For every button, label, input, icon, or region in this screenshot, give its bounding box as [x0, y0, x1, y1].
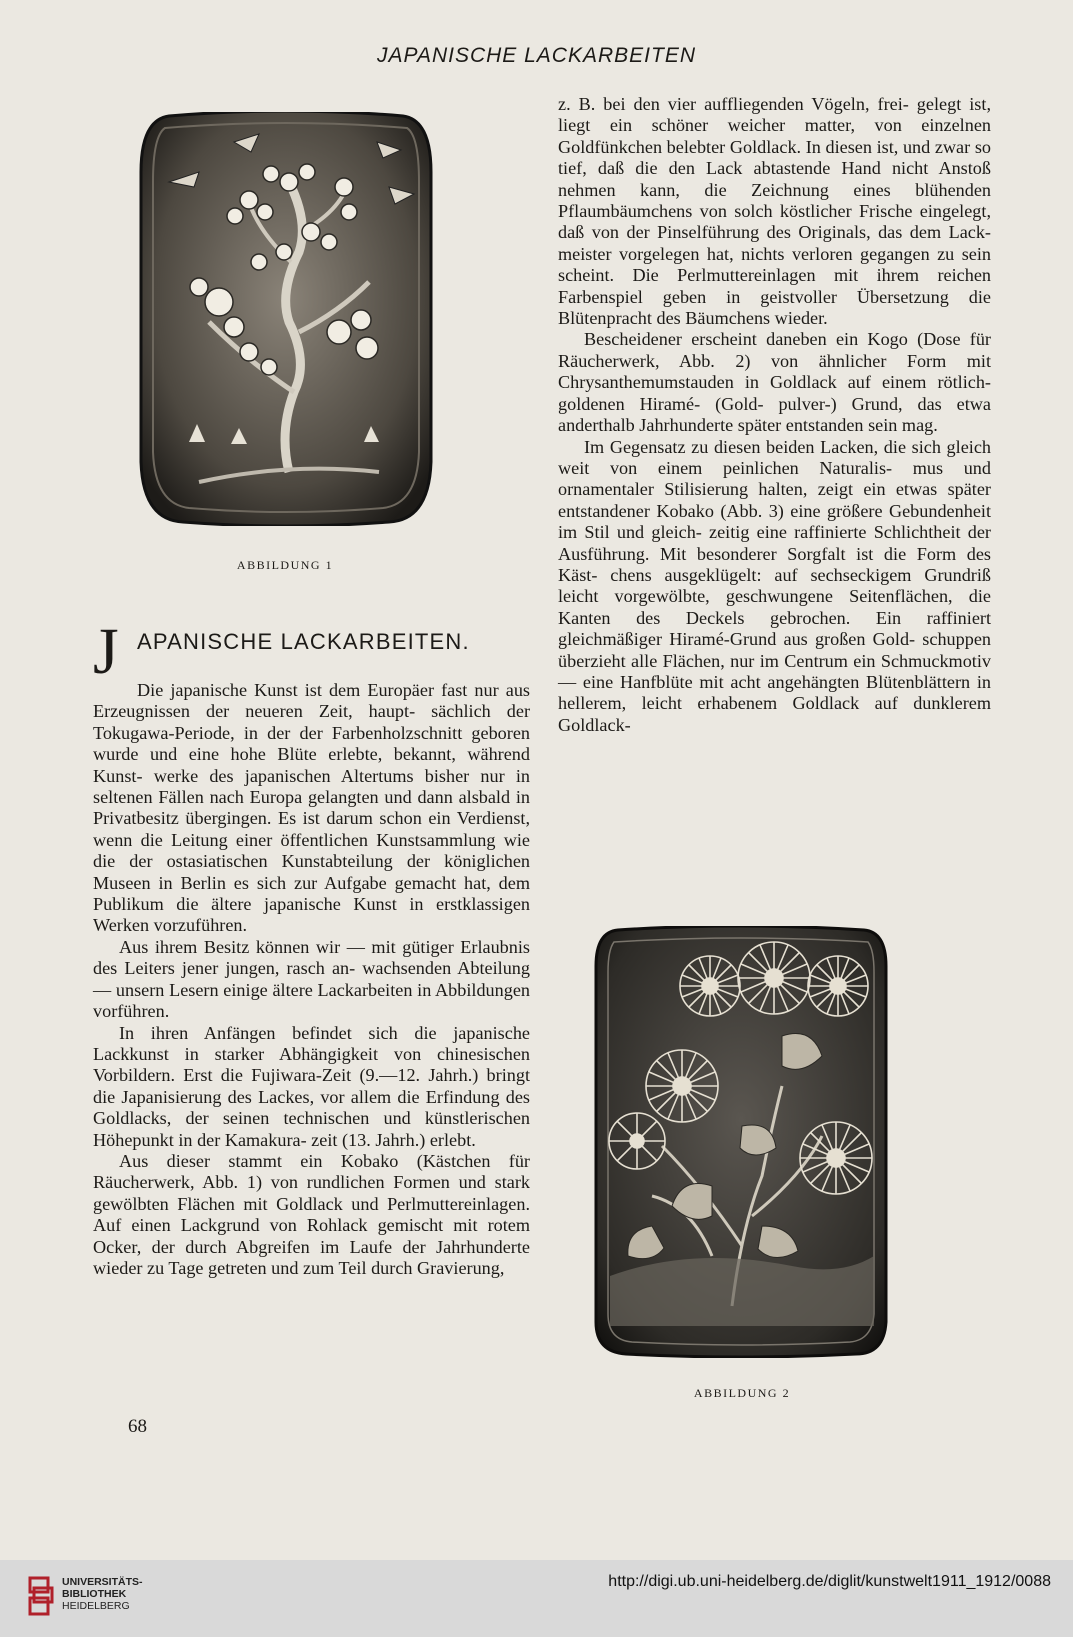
library-name	[62, 1576, 143, 1612]
paragraph: Aus dieser stammt ein Kobako (Kästchen für Räucherwerk, Abb. 1) von rundlichen Formen und stark gewölbten Flächen mit Goldlack und Perlmuttereinlagen. Auf einen Lackgrund von Rohlack gemischt mit rotem Ocker, der durch Abgreifen im Laufe der Jahrhunderte wieder zu Tage getreten und zum Teil durch Gravierung,	[93, 1150, 530, 1278]
library-name-line: HEIDELBERG	[62, 1600, 130, 1612]
right-column	[558, 94, 991, 736]
paragraph: Die japanische Kunst ist dem Europäer fast nur aus Erzeugnissen der neueren Zeit, haupt- sächlich der Tokugawa-Periode, in der der Farbenholzschnitt geboren wurde und eine hohe Blüte erlebte, bekannt, während Kunst- werke des japanischen Altertums bisher nur in seltenen Fällen nach Europa gelangten und dann alsbald in Privatbesitz übergingen. Es ist darum schon ein Verdienst, wenn die Leitung einer öffentlichen Kunstsammlung wie die der ostasiatischen Kunstabteilung der königlichen Museen in Berlin es sich zur Aufgabe gemacht hat, dem Publikum die ältere japanische Kunst in erstklassigen Werken vorzuführen.	[93, 680, 530, 936]
figure-2-image	[592, 926, 890, 1358]
page-number: 68	[128, 1416, 147, 1437]
digitization-footer	[0, 1560, 1073, 1637]
paragraph: Aus ihrem Besitz können wir — mit gütiger Erlaubnis des Leiters jener jungen, rasch an- wachsenden Abteilung — unsern Lesern einige ältere Lackarbeiten in Abbildungen vorführen.	[93, 936, 530, 1022]
running-head: JAPANISCHE LACKARBEITEN	[376, 44, 697, 67]
figure-1-image	[139, 112, 433, 526]
drop-cap: J	[93, 615, 119, 688]
paragraph: In ihren Anfängen befindet sich die japanische Lackkunst in starker Abhängigkeit von chinesischen Vorbildern. Erst die Fujiwara-Zeit (9.—12. Jahrh.) bringt die Japanisierung des Lackes, vor allem die Erfindung des Goldlacks, der seinen technischen und künstlerischen Höhepunkt in der Kamakura- zeit (13. Jahrh.) erlebt.	[93, 1022, 530, 1150]
library-name-line: BIBLIOTHEK	[62, 1588, 127, 1600]
permalink-url[interactable]: http://digi.ub.uni-heidelberg.de/diglit/kunstwelt1911_1912/0088	[608, 1573, 1051, 1590]
university-library-logo-icon	[26, 1572, 56, 1620]
left-column	[93, 680, 530, 1279]
paragraph: z. B. bei den vier auffliegenden Vögeln, frei- gelegt ist, liegt ein schöner weicher matter, von einzelnen Goldfünkchen belebter Goldlack. In diesen ist, und zwar so tief, daß die den Lack abtastende Hand nicht Anstoß nehmen kann, die Zeichnung eines blühenden Pflaumbäumchens von solch köstlicher Frische eingelegt, daß von der Pinselführung des Originals, das dem Lack- meister vorgelegen hat, nichts verloren gegangen zu sein scheint. Die Perlmuttereinlagen mit ihrem reichen Farbenspiel geben in geistvoller Übersetzung die Blütenpracht des Bäumchens wieder.	[558, 94, 991, 329]
figure-1-caption: ABBILDUNG 1	[236, 558, 334, 572]
library-name-line: UNIVERSITÄTS-	[62, 1576, 143, 1588]
paragraph: Im Gegensatz zu diesen beiden Lacken, die sich gleich weit von einem peinlichen Naturalis- mus und ornamentaler Stilisierung halten, zeigt ein etwas später entstandener Kobako (Abb. 3) eine größere Gebundenheit im Stil und gleich- zeitig eine raffinierte Schlichtheit der Ausführung. Mit besonderer Sorgfalt ist die Form des Käst- chens ausgeklügelt: auf sechseckigem Grundriß leicht vorgewölbte, geschwungene Seitenflächen, die Kanten des Deckels gebrochen. Ein raffiniert gleichmäßiger Hiramé-Grund aus großen Gold- schuppen überzieht alle Flächen, nur im Centrum ein Schmuckmotiv — eine Hanfblüte mit acht angehängten Blütenblättern in hellerem, leicht erhabenem Goldlack auf dunklerem Goldlack-	[558, 436, 991, 735]
paragraph: Bescheidener erscheint daneben ein Kogo (Dose für Räucherwerk, Abb. 2) von ähnlicher Form mit Chrysanthemumstauden in Goldlack auf einem rötlich-goldenen Hiramé- (Gold- pulver-) Grund, das etwa anderthalb Jahrhunderte später entstanden sein mag.	[558, 329, 991, 436]
figure-2-caption: ABBILDUNG 2	[693, 1386, 791, 1400]
article-title: APANISCHE LACKARBEITEN.	[137, 629, 470, 654]
